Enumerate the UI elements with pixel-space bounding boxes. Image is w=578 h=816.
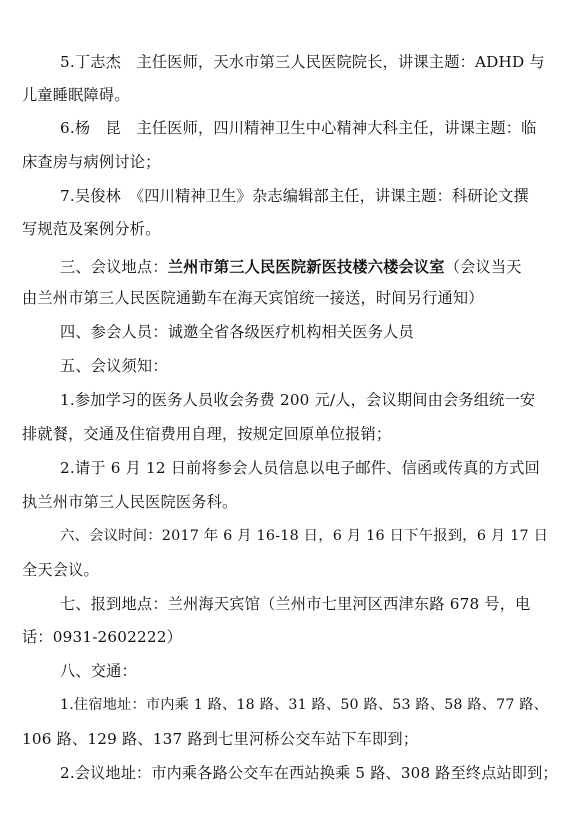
checkin-line-1 — [60, 594, 550, 614]
meeting-venue-value: 兰州市第三人民医院新医技楼六楼会议室 — [167, 258, 445, 276]
speaker-7-text: 7.吴俊林 《四川精神卫生》杂志编辑部主任，讲课主题：科研论文撰 — [60, 187, 529, 205]
meeting-time-line-1 — [60, 526, 550, 546]
speaker-7-line-2 — [22, 219, 552, 239]
notice-1-text: 1.参加学习的医务人员收会务费 200 元/人，会议期间由会务组统一安 — [60, 391, 536, 409]
transport-1-text-cont: 106 路、129 路、137 路到七里河桥公交车站下车即到； — [22, 730, 419, 748]
notice-heading-text: 五、会议须知： — [60, 357, 168, 375]
transport-2-line-1 — [60, 763, 560, 783]
meeting-time-line-2 — [22, 560, 552, 580]
notice-2-line-2 — [22, 492, 552, 512]
attendees-text: 四、参会人员：诚邀全省各级医疗机构相关医务人员 — [60, 323, 414, 341]
speaker-6-line-1 — [60, 118, 550, 138]
speaker-5-text: 5.丁志杰 主任医师，天水市第三人民医院院长，讲课主题：ADHD 与 — [60, 53, 545, 71]
notice-2-line-1 — [60, 458, 550, 478]
notice-1-line-2 — [22, 424, 552, 444]
meeting-venue-line-1 — [60, 257, 560, 277]
speaker-7-line-1 — [60, 186, 550, 206]
notice-2-text-cont: 执兰州市第三人民医院医务科。 — [22, 493, 238, 511]
meeting-venue-note: （会议当天 — [444, 258, 522, 276]
checkin-text: 七、报到地点：兰州海天宾馆（兰州市七里河区西津东路 678 号，电 — [60, 595, 531, 613]
speaker-6-line-2 — [22, 152, 552, 172]
speaker-5-line-2 — [22, 85, 552, 105]
transport-heading — [60, 661, 550, 681]
meeting-venue-note-cont: 由兰州市第三人民医院通勤车在海天宾馆统一接送，时间另行通知） — [22, 289, 484, 307]
transport-2-text: 2.会议地址：市内乘各路公交车在西站换乘 5 路、308 路至终点站即到； — [60, 764, 558, 782]
notice-heading — [60, 356, 550, 376]
meeting-time-text: 六、会议时间：2017 年 6 月 16-18 日，6 月 16 日下午报到，6 月 17 日 — [60, 528, 549, 544]
speaker-7-text-cont: 写规范及案例分析。 — [22, 220, 161, 238]
attendees-line — [60, 322, 550, 342]
transport-1-line-2 — [22, 729, 552, 749]
meeting-time-text-cont: 全天会议。 — [22, 561, 99, 579]
meeting-venue-line-2 — [22, 288, 552, 308]
notice-1-line-1 — [60, 390, 550, 410]
speaker-5-line-1 — [60, 52, 550, 72]
transport-1-line-1 — [60, 695, 550, 715]
notice-2-text: 2.请于 6 月 12 日前将参会人员信息以电子邮件、信函或传真的方式回 — [60, 459, 541, 477]
transport-1-text: 1.住宿地址：市内乘 1 路、18 路、31 路、50 路、53 路、58 路、77 路、 — [60, 697, 549, 713]
notice-1-text-cont: 排就餐，交通及住宿费用自理，按规定回原单位报销； — [22, 425, 392, 443]
meeting-venue-label: 三、会议地点： — [60, 258, 168, 276]
speaker-6-text: 6.杨 昆 主任医师，四川精神卫生中心精神大科主任，讲课主题：临 — [60, 119, 537, 137]
checkin-text-cont: 话：0931-2602222） — [22, 628, 182, 646]
speaker-5-text-cont: 儿童睡眠障碍。 — [22, 86, 130, 104]
transport-heading-text: 八、交通： — [60, 662, 137, 680]
checkin-line-2 — [22, 627, 552, 647]
speaker-6-text-cont: 床查房与病例讨论； — [22, 153, 161, 171]
